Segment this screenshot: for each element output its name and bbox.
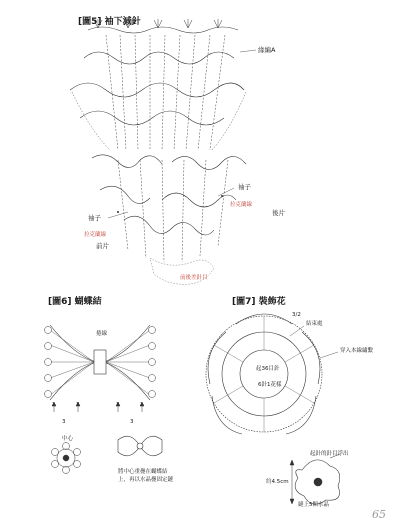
- fig6-title: [圖6] 蝴蝶結: [48, 297, 102, 307]
- fig6-note-line1: 將中心重疊在蝴蝶結: [118, 469, 168, 475]
- fig5-front-label: 前片: [96, 242, 109, 250]
- fig5-title: [圖5] 袖下減針: [78, 17, 141, 27]
- fig7-thread-label: 穿入本線繡繫: [340, 348, 374, 354]
- fig5-sleeve-right: 袖子: [238, 183, 251, 191]
- fig5-sleeve-left: 袖子: [88, 214, 101, 222]
- fig7-label-32: 3/2: [292, 312, 301, 318]
- fig7-note-right: 起針的針目浮出: [310, 451, 349, 457]
- fig5-slip-right: 拉克蘭線: [230, 202, 253, 208]
- fig6-wrap-label: 捲線: [96, 331, 108, 337]
- fig7-title: [圖7] 裝飾花: [232, 297, 286, 307]
- fig7-finished-flower: [295, 460, 340, 504]
- fig7-petal-5: [208, 332, 226, 384]
- fig7-size-label: 約4.5cm: [266, 479, 289, 485]
- fig7-center-count: 起36目針: [256, 366, 280, 372]
- fig6-row-4: 3: [130, 419, 134, 425]
- fig6-note-line2: 上，再以水晶疊固定鏈: [118, 477, 174, 483]
- fig5-edge-label: 緣編A: [258, 46, 276, 54]
- fig7-bead-note: 縫上5顆水晶: [298, 502, 329, 508]
- page-number: 65: [372, 508, 386, 521]
- fig6-center-label: 中心: [62, 436, 74, 442]
- fig5-slip-left: 拉克蘭線: [84, 232, 107, 238]
- fig5-bottom-note: 前後差針目: [180, 275, 208, 281]
- fig5-back-label: 後片: [272, 209, 285, 217]
- fig7-bundle-label: 結束處: [306, 321, 323, 327]
- fig6-row-3: 3: [62, 419, 66, 425]
- fig7-petal-count: 6針1花樣: [258, 382, 282, 388]
